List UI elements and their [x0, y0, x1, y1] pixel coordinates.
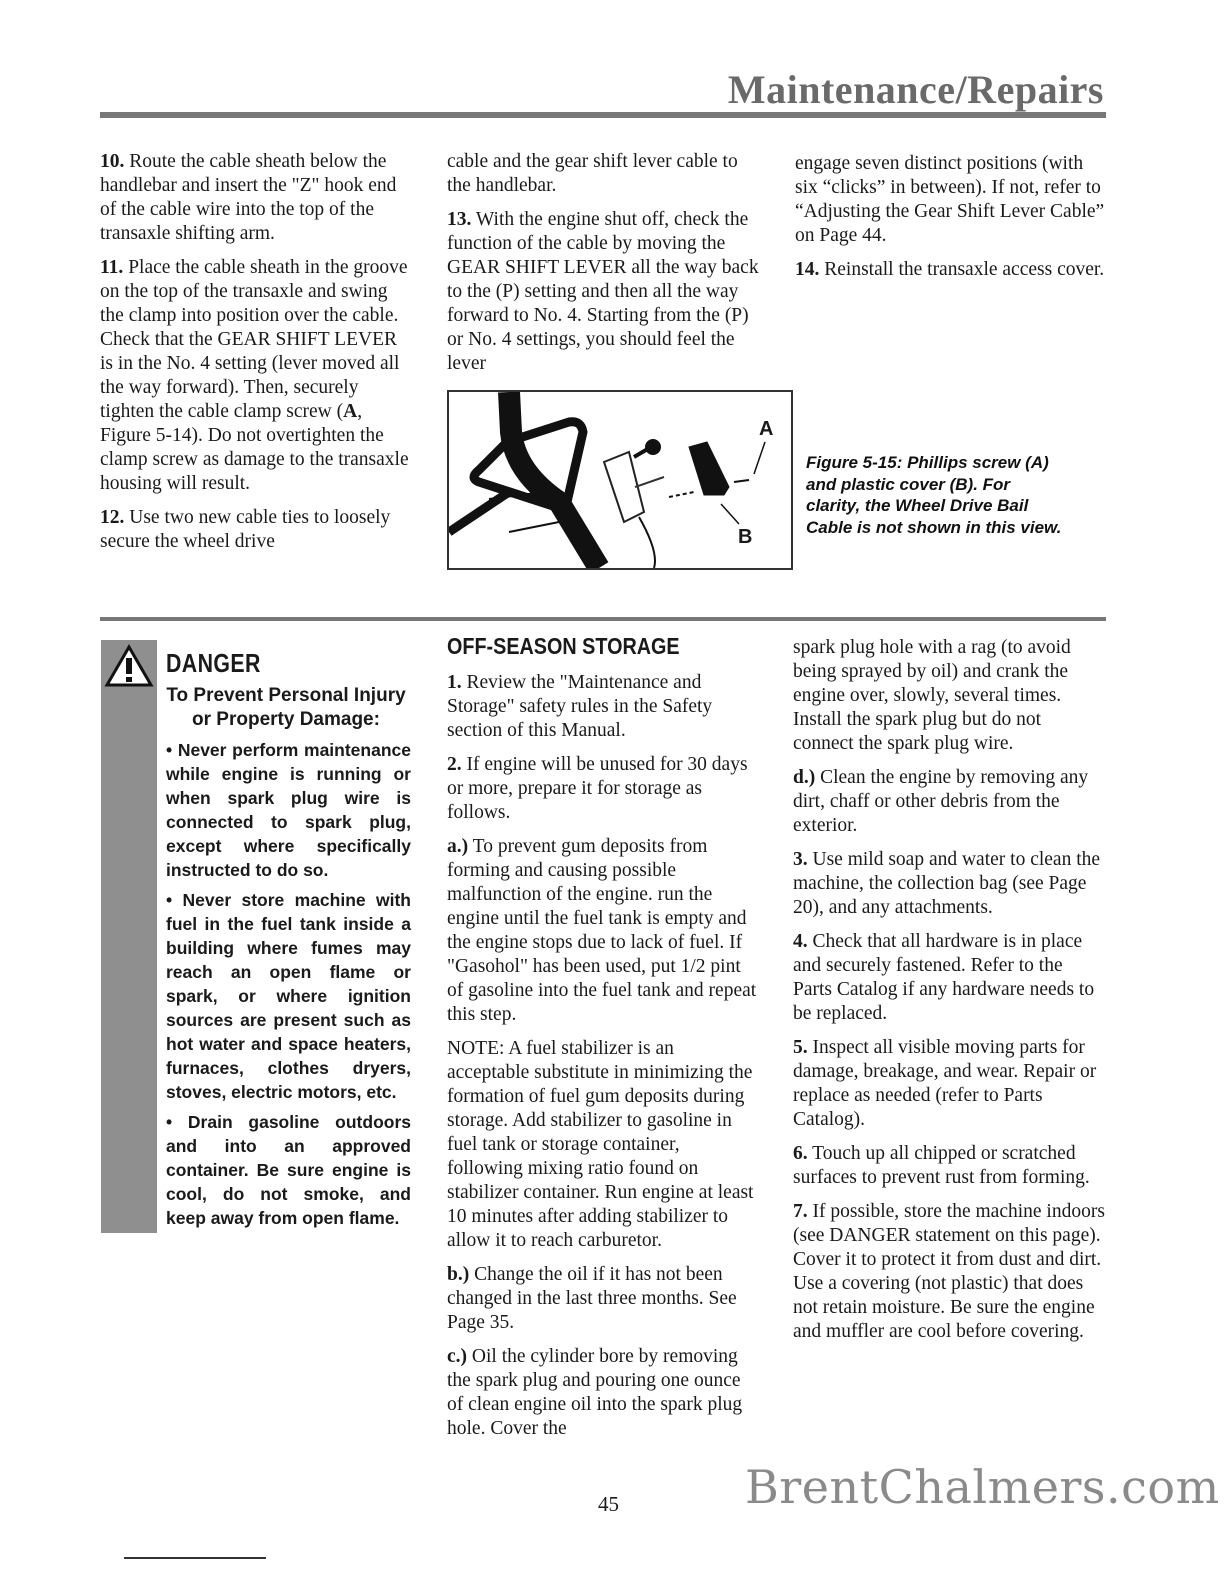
storage-note: NOTE: A fuel stabilizer is an acceptable substitute in minimizing the formation of fuel gum deposits during storage. Add stabilizer to gasoline in fuel tank or storage container, following mixing ratio found on stabilizer container. Run engine at least 10 minutes after adding stabilizer to allow it to reach carburetor. [447, 1038, 754, 1251]
storage-step-3: 3. Use mild soap and water to clean the machine, the collection bag (see Page 20), and any attachments. [793, 849, 1101, 918]
figure-5-15 [447, 390, 793, 570]
warning-triangle-icon [104, 644, 154, 688]
danger-side-panel [101, 640, 157, 1233]
step-12-continued: cable and the gear shift lever cable to the handlebar. [447, 151, 738, 196]
section-title-storage: OFF-SEASON STORAGE [447, 633, 680, 659]
step-10: 10. Route the cable sheath below the handlebar and insert the "Z" hook end of the cable wire into the top of the transaxle shifting arm. [100, 151, 397, 244]
page-number: 45 [598, 1492, 619, 1516]
section-rule [100, 617, 1106, 621]
storage-step-2a: a.) To prevent gum deposits from forming and causing possible malfunction of the engine. run the engine until the fuel tank is empty and the engine stops due to lack of fuel. If "Gasohol" has been used, put 1/2 pint of gasoline into the fuel tank and repeat this step. [447, 836, 757, 1025]
danger-subtitle: To Prevent Personal Injury or Property Damage: [166, 685, 406, 730]
figure-caption: Figure 5-15: Phillips screw (A) and plastic cover (B). For clarity, the Wheel Drive Bail Cable is not shown in this view. [806, 453, 1062, 537]
storage-step-2c: c.) Oil the cylinder bore by removing the spark plug and pouring one ounce of clean engine oil into the spark plug hole. Cover the [447, 1346, 743, 1439]
column-3-bottom [793, 636, 1105, 1354]
storage-step-2d: d.) Clean the engine by removing any dirt, chaff or other debris from the exterior. [793, 767, 1089, 836]
storage-step-2b: b.) Change the oil if it has not been changed in the last three months. See Page 35. [447, 1264, 737, 1333]
step-13-continued: engage seven distinct positions (with six “clicks” in between). If not, refer to “Adjusting the Gear Shift Lever Cable” on Page 44. [795, 153, 1105, 246]
figure-label-b: B [738, 526, 753, 548]
danger-title: DANGER [166, 648, 261, 678]
column-1-top [100, 150, 410, 564]
storage-step-2: 2. If engine will be unused for 30 days or more, prepare it for storage as follows. [447, 754, 748, 823]
danger-item: • Drain gasoline outdoors and into an approved container. Be sure engine is cool, do not smoke, and keep away from open flame. [166, 1112, 411, 1228]
storage-step-2c-continued: spark plug hole with a rag (to avoid being sprayed by oil) and crank the engine over, slowly, several times. Install the spark plug but do not connect the spark plug wire. [793, 637, 1071, 754]
storage-step-4: 4. Check that all hardware is in place and securely fastened. Refer to the Parts Catalog if any hardware needs to be replaced. [793, 931, 1095, 1024]
storage-step-5: 5. Inspect all visible moving parts for damage, breakage, and wear. Repair or replace as needed (refer to Parts Catalog). [793, 1037, 1097, 1130]
step-14: 14. Reinstall the transaxle access cover. [795, 259, 1105, 280]
danger-list [166, 738, 411, 1236]
danger-item: • Never store machine with fuel in the fuel tank inside a building where fumes may reach an open flame or spark, or where ignition sources are present such as hot water and space heaters, furnaces, clothes dryers, stoves, electric motors, etc. [166, 890, 411, 1102]
step-13: 13. With the engine shut off, check the function of the cable by moving the GEAR SHIFT LEVER all the way back to the (P) setting and then all the way forward to No. 4. Starting from the (P) or No. 4 settings, you should feel the lever [447, 209, 759, 374]
danger-item: • Never perform maintenance while engine is running or when spark plug wire is connected to spark plug, except where specifically instructed to do so. [166, 740, 411, 880]
storage-step-6: 6. Touch up all chipped or scratched surfaces to prevent rust from forming. [793, 1143, 1090, 1188]
storage-step-1: 1. Review the "Maintenance and Storage" safety rules in the Safety section of this Manual. [447, 672, 713, 741]
step-11: 11. Place the cable sheath in the groove on the top of the transaxle and swing the clamp into position over the cable. Check that the GEAR SHIFT LEVER is in the No. 4 setting (lever moved all the way forward). Then, securely tighten the cable clamp screw (A, Figure 5-14). Do not overtighten the clamp screw as damage to the transaxle housing will result. [100, 257, 409, 494]
header-rule [100, 112, 1106, 118]
column-2-bottom [447, 671, 759, 1451]
storage-step-7: 7. If possible, store the machine indoors (see DANGER statement on this page). Cover it to protect it from dust and dirt. Use a covering (not plastic) that does not retain moisture. Be sure the engine and muffler are cool before covering. [793, 1201, 1105, 1342]
column-2-top [447, 150, 765, 386]
figure-label-a: A [759, 418, 774, 440]
watermark: BrentChalmers.com [745, 1460, 1220, 1514]
column-3-top [795, 152, 1105, 292]
step-12: 12. Use two new cable ties to loosely secure the wheel drive [100, 507, 391, 552]
page-header-title: Maintenance/Repairs [727, 67, 1104, 112]
footer-rule [124, 1557, 266, 1559]
